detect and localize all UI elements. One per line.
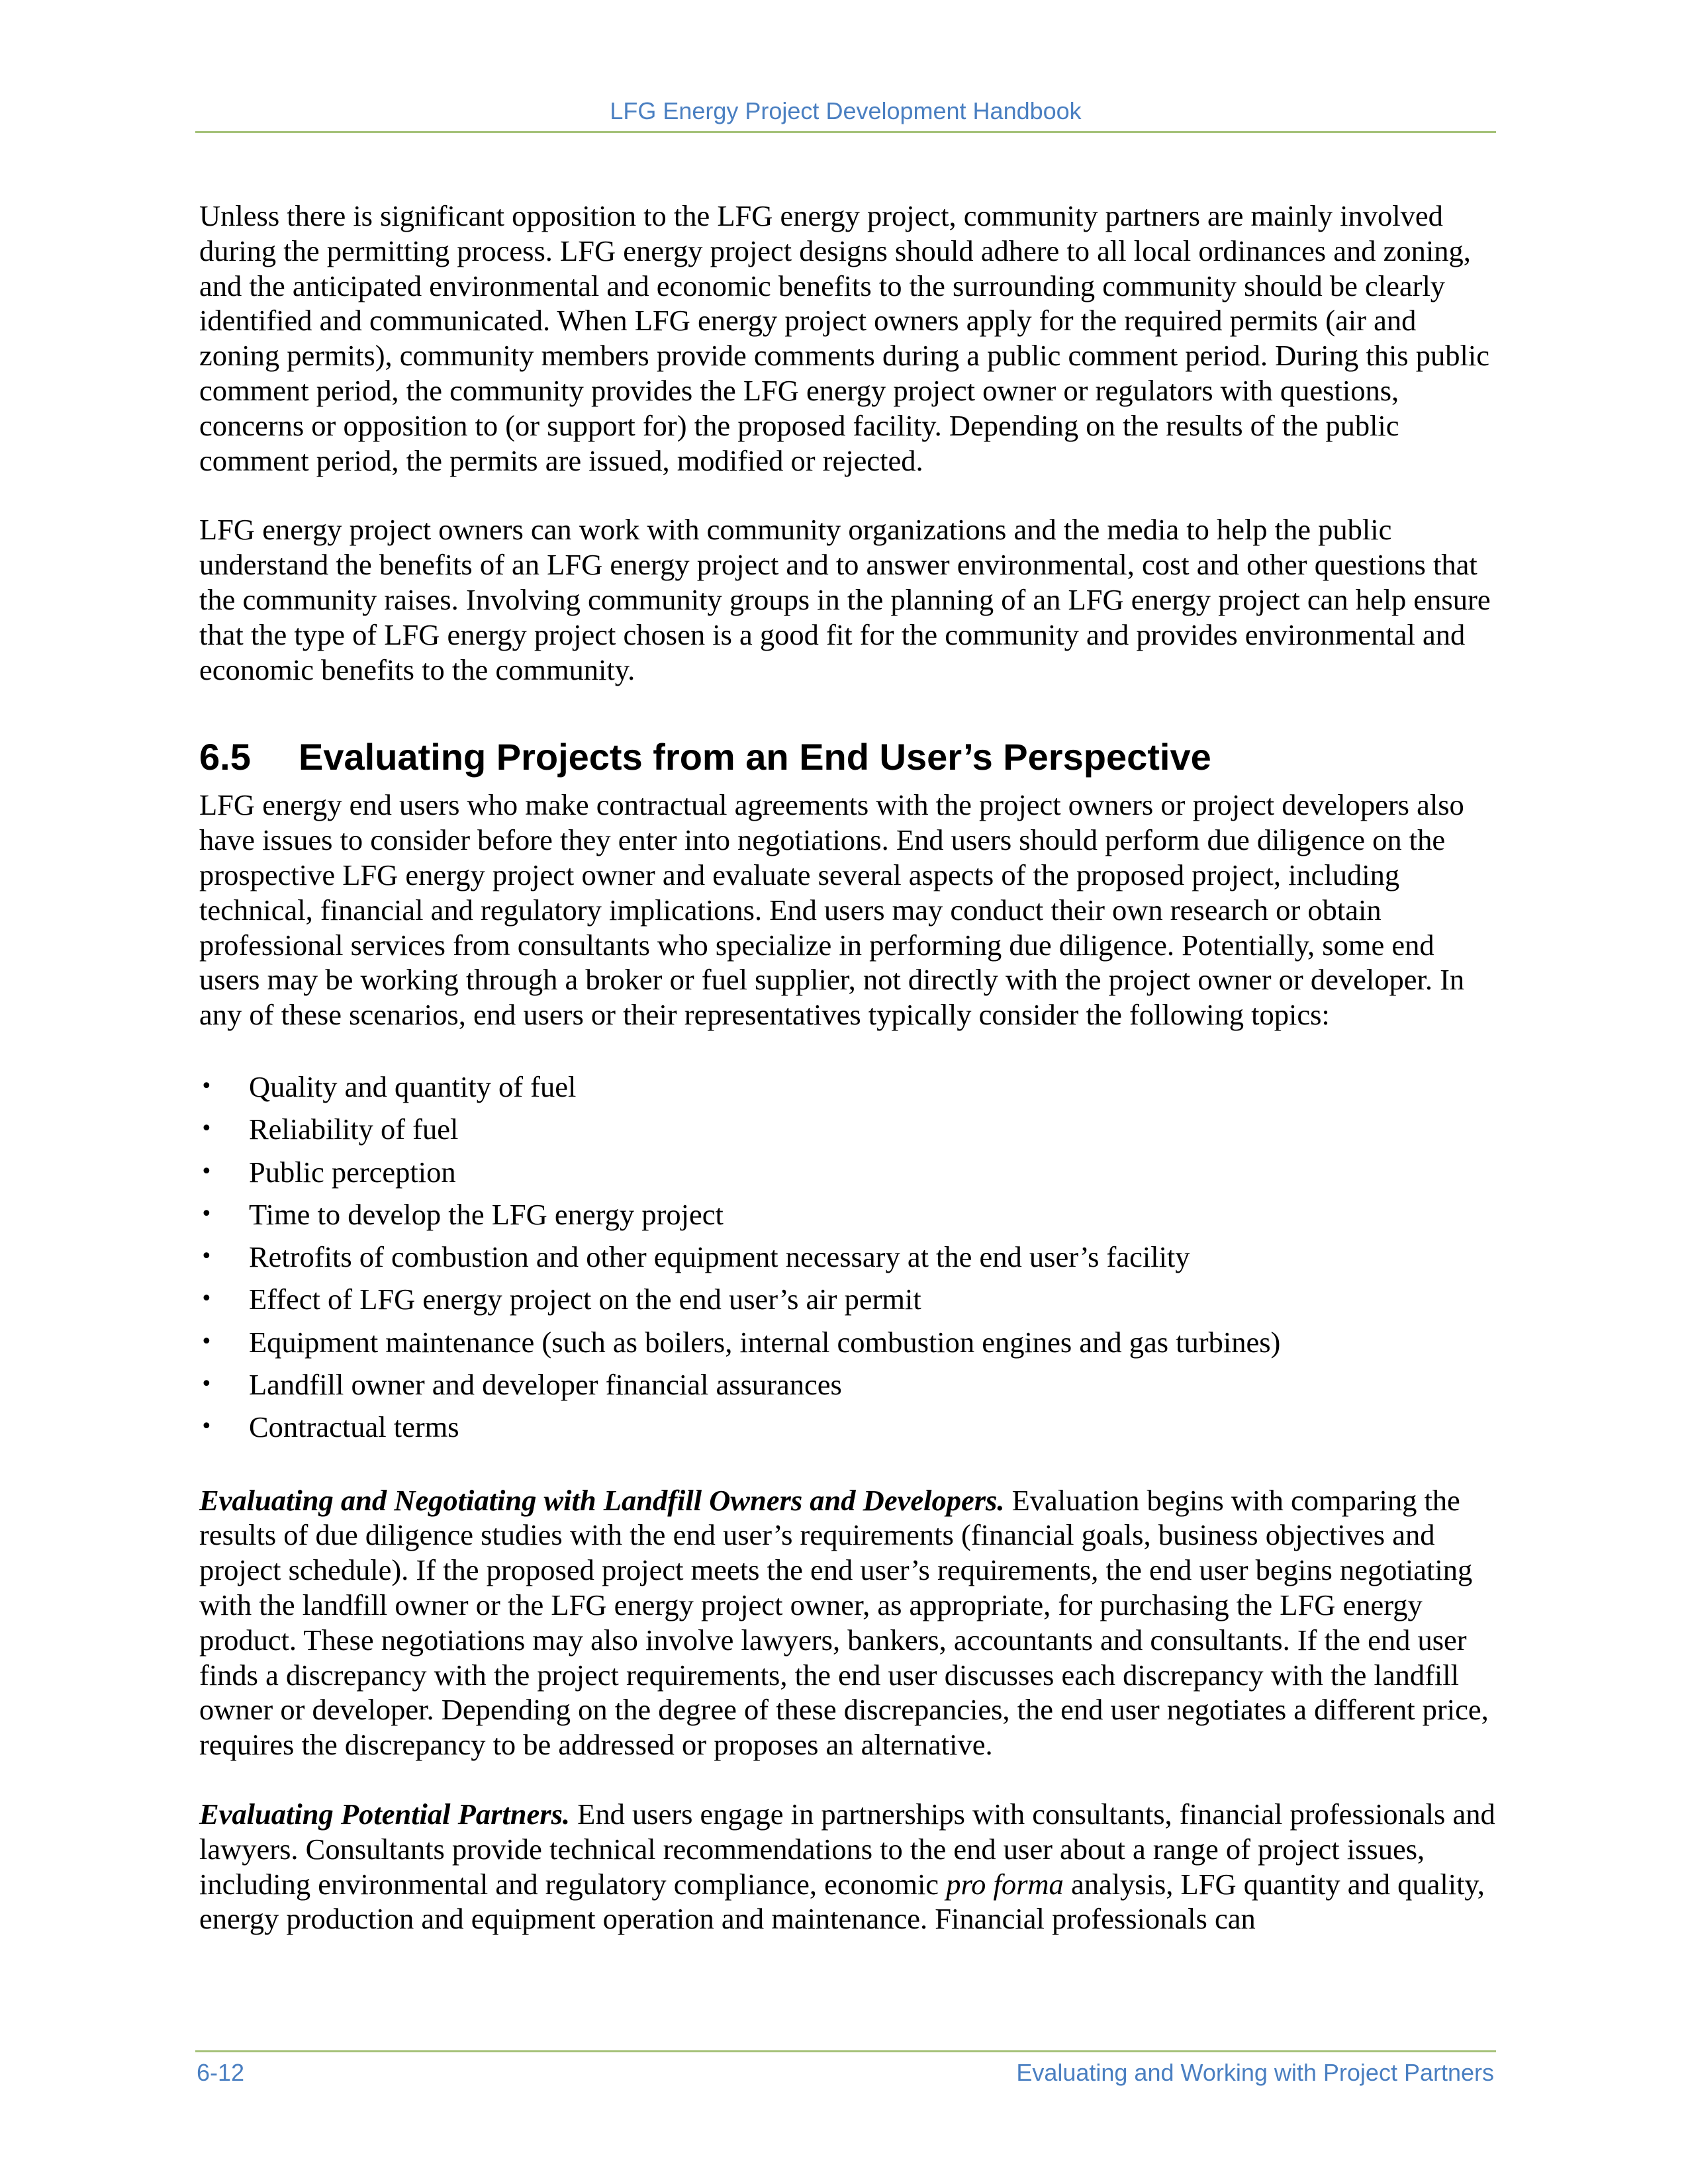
paragraph-text: End users engage in partnerships with consultants, financial professionals and lawyers. Consultants provide technical recommendations to the end user about a range of project issues, including environmental and regulatory compliance, economic (199, 1797, 1495, 1901)
list-item-text: Contractual terms (249, 1410, 459, 1444)
bullet-icon: • (201, 1330, 212, 1353)
topics-list (199, 1066, 1497, 1449)
paragraph-text: analysis, LFG quantity and quality, energy production and equipment operation and maintenance. Financial professionals can (199, 1867, 1485, 1936)
list-item (199, 1236, 1497, 1278)
body-paragraph-community-permitting: Unless there is significant opposition to the LFG energy project, community partners are mainly involved during the permitting process. LFG energy project designs should adhere to all local ordinances and zoning, and the anticipated environmental and economic benefits to the surrounding community should be clearly identified and communicated. When LFG energy project owners apply for the required permits (air and zoning permits), community members provide comments during a public comment period. During this public comment period, the community provides the LFG energy project owner or regulators with questions, concerns or opposition to (or support for) the proposed facility. Depending on the results of the public comment period, the permits are issued, modified or rejected. (199, 199, 1489, 477)
page-number: 6-12 (197, 2059, 245, 2086)
bullet-icon: • (201, 1415, 212, 1439)
list-item-text: Retrofits of combustion and other equipment necessary at the end user’s facility (249, 1240, 1190, 1274)
list-item (199, 1363, 1497, 1406)
section-heading (199, 735, 1497, 780)
bullet-icon: • (201, 1117, 212, 1141)
italic-term: pro forma (946, 1867, 1064, 1901)
bullet-icon: • (201, 1373, 212, 1396)
footer-chapter-title: Evaluating and Working with Project Partners (1016, 2059, 1494, 2086)
list-item-text: Time to develop the LFG energy project (249, 1197, 724, 1231)
list-item (199, 1066, 1497, 1108)
section-number: 6.5 (199, 736, 251, 778)
section-title: Evaluating Projects from an End User’s Perspective (299, 736, 1211, 778)
list-item (199, 1321, 1497, 1363)
run-in-heading: Evaluating and Negotiating with Landfill Owners and Developers. (199, 1483, 1005, 1517)
list-item-text: Reliability of fuel (249, 1113, 459, 1146)
list-item-text: Public perception (249, 1155, 456, 1189)
list-item (199, 1278, 1497, 1320)
header-divider (195, 131, 1496, 133)
list-item-text: Landfill owner and developer financial assurances (249, 1368, 842, 1402)
paragraph-text: Evaluation begins with comparing the results of due diligence studies with the end user’s requirements (financial goals, business objectives and project schedule). If the proposed project meets the end user’s requirements, the end user begins negotiating with the landfill owner or the LFG energy project owner, as appropriate, for purchasing the LFG energy product. These negotiations may also involve lawyers, bankers, accountants and consultants. If the end user finds a discrepancy with the project requirements, the end user discusses each discrepancy with the landfill owner or developer. Depending on the degree of these discrepancies, the end user negotiates a different price, requires the discrepancy to be addressed or proposes an alternative. (199, 1483, 1489, 1762)
bullet-icon: • (201, 1202, 212, 1226)
bullet-icon: • (201, 1160, 212, 1183)
evaluating-negotiating-paragraph (199, 1483, 1497, 1762)
page-body (199, 199, 1497, 1936)
list-item (199, 1406, 1497, 1448)
body-paragraph-community-organizations: LFG energy project owners can work with community organizations and the media to help the public understand the benefits of an LFG energy project and to answer environmental, cost and other questions that the community raises. Involving community groups in the planning of an LFG energy project can help ensure that the type of LFG energy project chosen is a good fit for the community and provides environmental and economic benefits to the community. (199, 513, 1491, 686)
list-item (199, 1193, 1497, 1236)
bullet-icon: • (201, 1245, 212, 1269)
running-header: LFG Energy Project Development Handbook (610, 97, 1082, 124)
list-item (199, 1151, 1497, 1193)
list-item-text: Quality and quantity of fuel (249, 1069, 577, 1103)
section-intro-paragraph: LFG energy end users who make contractual agreements with the project owners or project developers also have issues to consider before they enter into negotiations. End users should perform due diligence on the prospective LFG energy project owner and evaluate several aspects of the proposed project, including technical, financial and regulatory implications. End users may conduct their own research or obtain professional services from consultants who specialize in performing due diligence. Potentially, some end users may be working through a broker or fuel supplier, not directly with the project owner or developer. In any of these scenarios, end users or their representatives typically consider the following topics: (199, 788, 1465, 1032)
footer-divider (195, 2050, 1496, 2052)
evaluating-partners-paragraph (199, 1797, 1497, 1936)
run-in-heading: Evaluating Potential Partners. (199, 1797, 571, 1831)
bullet-icon: • (201, 1287, 212, 1311)
list-item-text: Effect of LFG energy project on the end user’s air permit (249, 1283, 921, 1316)
list-item (199, 1108, 1497, 1150)
bullet-icon: • (201, 1074, 212, 1098)
list-item-text: Equipment maintenance (such as boilers, internal combustion engines and gas turbines) (249, 1325, 1281, 1359)
